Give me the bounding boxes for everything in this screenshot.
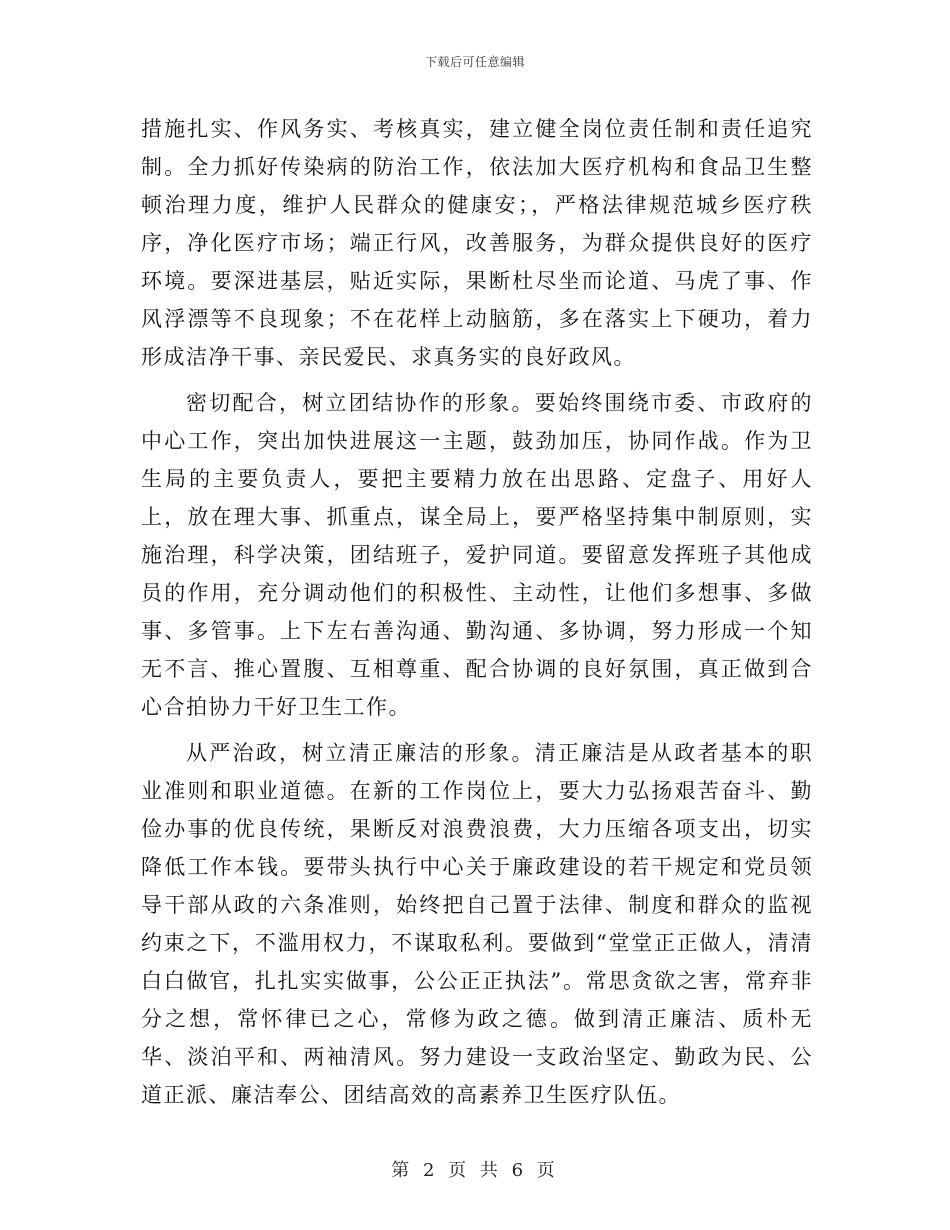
paragraph-3: 从严治政，树立清正廉洁的形象。清正廉洁是从政者基本的职业准则和职业道德。在新的工作岗位上，要大力弘扬艰苦奋斗、勤俭办事的优良传统，果断反对浪费浪费，大力压缩各项支出，切实降低工作本钱。要带头执行中心关于廉政建设的若干规定和党员领导干部从政的六条准则，始终把自己置于法律、制度和群众的监视约束之下，不滥用权力，不谋取私利。要做到“堂堂正正做人，清清白白做官，扎扎实实做事，公公正正执法”。常思贪欲之害，常弃非分之想，常怀律已之心，常修为政之德。做到清正廉洁、质朴无华、淡泊平和、两袖清风。努力建设一支政治坚定、勤政为民、公道正派、廉洁奉公、团结高效的高素养卫生医疗队伍。 [141, 741, 813, 1107]
paragraph-2: 密切配合，树立团结协作的形象。要始终围绕市委、市政府的中心工作，突出加快进展这一主题，鼓劲加压，协同作战。作为卫生局的主要负责人，要把主要精力放在出思路、定盘子、用好人上，放在理大事、抓重点，谋全局上，要严格坚持集中制原则，实施治理，科学决策，团结班子，爱护同道。要留意发挥班子其他成员的作用，充分调动他们的积极性、主动性，让他们多想事、多做事、多管事。上下左右善沟通、勤沟通、多协调，努力形成一个知无不言、推心置腹、互相尊重、配合协调的良好氛围，真正做到合心合拍协力干好卫生工作。 [141, 391, 813, 719]
paragraph-1: 措施扎实、作风务实、考核真实，建立健全岗位责任制和责任追究制。全力抓好传染病的防治工作，依法加大医疗机构和食品卫生整顿治理力度，维护人民群众的健康安；，严格法律规范城乡医疗秩序，净化医疗市场；端正行风，改善服务，为群众提供良好的医疗环境。要深进基层，贴近实际，果断杜尽坐而论道、马虎了事、作风浮漂等不良现象；不在花样上动脑筋，多在落实上下硬功，着力形成洁净干事、亲民爱民、求真务实的良好政风。 [141, 117, 813, 369]
page-header: 下载后可任意编辑 [424, 55, 525, 69]
page-footer: 第 2 页 共 6 页 [391, 1160, 559, 1181]
document-body [141, 110, 813, 1114]
